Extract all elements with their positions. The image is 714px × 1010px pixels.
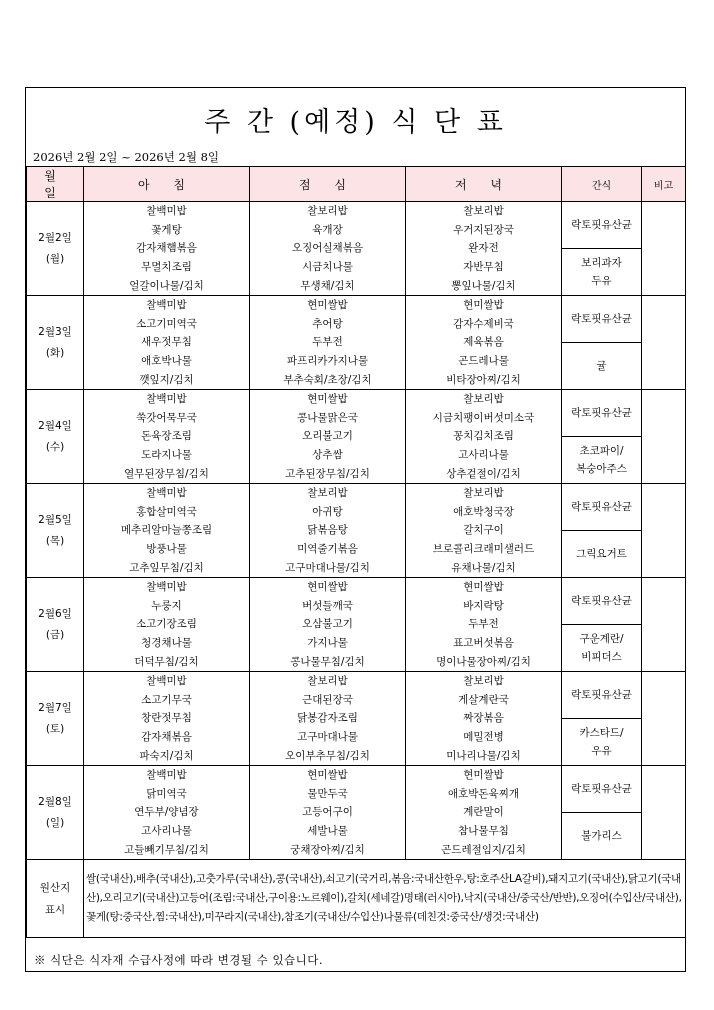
menu-item: 감자채볶음 — [141, 731, 192, 744]
day-row — [27, 202, 686, 249]
menu-item: 소고기미역국 — [136, 317, 197, 330]
day-date-cell — [27, 672, 84, 766]
snack-item: 복숭아주스 — [576, 463, 627, 475]
menu-item: 돈육장조림 — [141, 430, 192, 443]
menu-item: 열무된장무침/김치 — [124, 467, 209, 480]
menu-item: 소고기무국 — [141, 693, 192, 706]
menu-item: 누룽지 — [151, 599, 182, 612]
header-note: 비고 — [642, 167, 686, 202]
snack-probiotic: 락토핏유산균 — [562, 578, 642, 625]
menu-item: 꽃게탕 — [151, 223, 182, 236]
menu-item: 제육볶음 — [463, 336, 504, 349]
menu-item: 콩나물무침/김치 — [290, 655, 365, 668]
lunch-cell — [250, 202, 406, 296]
menu-item: 찰보리밥 — [307, 487, 348, 500]
menu-item: 현미쌀밥 — [307, 393, 348, 406]
menu-item: 닭볶음탕 — [307, 524, 348, 537]
dinner-menu — [406, 296, 561, 389]
note-cell — [642, 766, 686, 860]
lunch-menu — [250, 672, 405, 765]
origin-label-cell — [27, 860, 84, 938]
menu-item: 오리불고기 — [302, 430, 353, 443]
menu-item: 닭미역국 — [146, 787, 187, 800]
snack-item: 그릭요거트 — [576, 548, 627, 560]
dinner-menu — [406, 672, 561, 765]
menu-item: 시금치나물 — [302, 261, 353, 274]
header-row — [27, 167, 686, 202]
menu-item: 찰보리밥 — [463, 675, 504, 688]
snack-cell — [562, 343, 642, 390]
menu-item: 고사리나물 — [458, 449, 509, 462]
header-date: 월 일 — [27, 167, 84, 202]
snack-item: 우유 — [591, 745, 612, 757]
page-title: 주 간 (예정) 식 단 표 — [204, 107, 507, 138]
day-date-cell — [27, 202, 84, 296]
menu-item: 궁채장아찌/김치 — [290, 843, 365, 856]
menu-item: 곤드레나물 — [458, 355, 509, 368]
breakfast-cell — [84, 578, 250, 672]
menu-item: 추어탕 — [312, 317, 343, 330]
dinner-cell — [406, 578, 562, 672]
lunch-menu — [250, 484, 405, 577]
menu-item: 콩나물맑은국 — [297, 411, 358, 424]
breakfast-menu — [84, 672, 249, 765]
note-cell — [642, 202, 686, 296]
snack-item: 구운계란/ — [579, 633, 624, 645]
menu-item: 고등어구이 — [302, 806, 353, 819]
day-date: 2월8일 — [38, 795, 72, 808]
breakfast-menu — [84, 578, 249, 671]
snack-item: 비피더스 — [581, 651, 622, 663]
dinner-cell — [406, 202, 562, 296]
menu-item: 방풍나물 — [146, 543, 187, 556]
dinner-cell — [406, 766, 562, 860]
breakfast-cell — [84, 202, 250, 296]
day-weekday: (수) — [45, 440, 65, 453]
snack-cell — [562, 719, 642, 766]
menu-item: 감자수제비국 — [453, 317, 514, 330]
day-date-cell — [27, 484, 84, 578]
menu-item: 메밀전병 — [463, 731, 504, 744]
menu-item: 세발나물 — [307, 825, 348, 838]
snack-probiotic: 락토핏유산균 — [562, 766, 642, 813]
dinner-cell — [406, 484, 562, 578]
snack-cell — [562, 249, 642, 296]
menu-item: 무생채/김치 — [300, 279, 355, 292]
lunch-menu — [250, 202, 405, 295]
menu-item: 바지락탕 — [463, 599, 504, 612]
menu-item: 무멸치조림 — [141, 261, 192, 274]
lunch-cell — [250, 390, 406, 484]
day-weekday: (토) — [45, 722, 65, 735]
day-date: 2월6일 — [38, 607, 72, 620]
menu-item: 상추겉절이/김치 — [446, 467, 521, 480]
menu-item: 곤드레절임지/김치 — [441, 843, 526, 856]
menu-item: 더덕무침/김치 — [134, 655, 199, 668]
menu-item: 애호박돈육찌개 — [447, 787, 519, 800]
menu-item: 고들빼기무침/김치 — [124, 843, 209, 856]
header-lunch: 점 심 — [250, 167, 406, 202]
date-range: 2026년 2월 2일 ~ 2026년 2월 8일 — [33, 150, 220, 164]
menu-item: 파숙지/김치 — [139, 749, 194, 762]
day-date: 2월3일 — [38, 325, 72, 338]
day-weekday: (목) — [45, 534, 65, 547]
day-row — [27, 766, 686, 813]
lunch-menu — [250, 766, 405, 859]
menu-item: 현미쌀밥 — [463, 581, 504, 594]
snack-cell — [562, 531, 642, 578]
origin-label: 원산지 — [39, 881, 71, 894]
breakfast-menu — [84, 390, 249, 483]
menu-item: 찰백미밥 — [146, 393, 187, 406]
menu-item: 홍합살미역국 — [136, 505, 197, 518]
menu-item: 깻잎지/김치 — [139, 373, 194, 386]
snack-cell — [562, 437, 642, 484]
menu-item: 완자전 — [468, 242, 499, 255]
note-cell — [642, 484, 686, 578]
menu-item: 찰백미밥 — [146, 581, 187, 594]
menu-item: 찰백미밥 — [146, 299, 187, 312]
menu-item: 찰백미밥 — [146, 675, 187, 688]
menu-item: 닭봉감자조림 — [297, 712, 358, 725]
lunch-menu — [250, 296, 405, 389]
menu-item: 찰보리밥 — [463, 487, 504, 500]
menu-item: 버섯들깨국 — [302, 599, 353, 612]
dinner-menu — [406, 390, 561, 483]
day-weekday: (금) — [45, 628, 65, 641]
breakfast-cell — [84, 672, 250, 766]
menu-item: 고추잎무침/김치 — [129, 561, 204, 574]
menu-item: 현미쌀밥 — [463, 769, 504, 782]
lunch-menu — [250, 578, 405, 671]
menu-item: 유채나물/김치 — [451, 561, 516, 574]
menu-item: 메추리알마늘쫑조림 — [120, 524, 213, 537]
menu-item: 꽁치김치조림 — [453, 430, 514, 443]
snack-item: 두유 — [591, 275, 612, 287]
day-date: 2월4일 — [38, 419, 72, 432]
menu-item: 찰백미밥 — [146, 769, 187, 782]
menu-item: 가지나물 — [307, 637, 348, 650]
menu-item: 도라지나물 — [141, 449, 192, 462]
menu-item: 찰보리밥 — [307, 205, 348, 218]
menu-item: 애호박나물 — [141, 355, 192, 368]
menu-item: 우거지된장국 — [453, 223, 514, 236]
menu-item: 브로콜리크래미샐러드 — [432, 543, 535, 556]
dinner-menu — [406, 578, 561, 671]
dinner-menu — [406, 766, 561, 859]
menu-item: 오삼불고기 — [302, 618, 353, 631]
menu-item: 찰백미밥 — [146, 487, 187, 500]
day-weekday: (화) — [45, 346, 65, 359]
menu-item: 청경채나물 — [141, 637, 192, 650]
lunch-cell — [250, 484, 406, 578]
breakfast-menu — [84, 766, 249, 859]
breakfast-menu — [84, 296, 249, 389]
menu-item: 두부전 — [312, 336, 343, 349]
menu-item: 짜장볶음 — [463, 712, 504, 725]
menu-item: 아귀탕 — [312, 505, 343, 518]
lunch-cell — [250, 296, 406, 390]
menu-item: 현미쌀밥 — [463, 299, 504, 312]
menu-item: 창란젓무침 — [141, 712, 192, 725]
note-cell — [642, 390, 686, 484]
menu-item: 현미쌀밥 — [307, 769, 348, 782]
snack-item: 카스타드/ — [579, 727, 624, 739]
day-date-cell — [27, 766, 84, 860]
dinner-cell — [406, 296, 562, 390]
day-date: 2월2일 — [38, 231, 72, 244]
origin-row — [27, 860, 686, 938]
menu-item: 쑥갓어묵무국 — [136, 411, 197, 424]
breakfast-cell — [84, 766, 250, 860]
lunch-cell — [250, 578, 406, 672]
lunch-menu — [250, 390, 405, 483]
menu-item: 파프리카가지나물 — [286, 355, 369, 368]
menu-item: 게살계란국 — [458, 693, 509, 706]
header-snack: 간식 — [562, 167, 642, 202]
lunch-cell — [250, 766, 406, 860]
menu-item: 고사리나물 — [141, 825, 192, 838]
menu-item: 얼갈이나물/김치 — [129, 279, 204, 292]
menu-item: 표고버섯볶음 — [453, 637, 514, 650]
header-dinner: 저 녁 — [406, 167, 562, 202]
menu-item: 애호박청국장 — [453, 505, 514, 518]
origin-label-2: 표시 — [44, 903, 66, 916]
menu-item: 현미쌀밥 — [307, 299, 348, 312]
snack-probiotic: 락토핏유산균 — [562, 390, 642, 437]
day-weekday: (월) — [45, 252, 65, 265]
breakfast-menu — [84, 484, 249, 577]
day-date-cell — [27, 578, 84, 672]
menu-item: 새우젓무침 — [141, 336, 192, 349]
menu-document — [25, 87, 686, 972]
menu-item: 상추쌈 — [312, 449, 343, 462]
snack-probiotic: 락토핏유산균 — [562, 484, 642, 531]
day-date-cell — [27, 390, 84, 484]
snack-item: 초코파이/ — [579, 445, 624, 457]
day-row — [27, 390, 686, 437]
menu-item: 근대된장국 — [302, 693, 353, 706]
menu-item: 미나리나물/김치 — [446, 749, 521, 762]
snack-probiotic: 락토핏유산균 — [562, 296, 642, 343]
day-row — [27, 484, 686, 531]
snack-item: 보리과자 — [581, 257, 622, 269]
menu-item: 찰보리밥 — [463, 205, 504, 218]
menu-item: 비타장아찌/김치 — [446, 373, 521, 386]
menu-item: 연두부/양념장 — [134, 806, 199, 819]
menu-item: 고구마대나물 — [297, 731, 358, 744]
menu-item: 감자채햄볶음 — [136, 242, 197, 255]
snack-cell — [562, 813, 642, 860]
day-date-cell — [27, 296, 84, 390]
menu-item: 오이부추무침/김치 — [285, 749, 370, 762]
note-cell — [642, 296, 686, 390]
snack-item: 불가리스 — [581, 830, 622, 842]
change-notice: ※ 식단은 식자재 수급사정에 따라 변경될 수 있습니다. — [34, 953, 324, 967]
menu-item: 자반무침 — [463, 261, 504, 274]
menu-item: 물만두국 — [307, 787, 348, 800]
menu-item: 소고기장조림 — [136, 618, 197, 631]
header-breakfast: 아 침 — [84, 167, 250, 202]
menu-item: 시금치팽이버섯미소국 — [432, 411, 535, 424]
menu-item: 육개장 — [312, 223, 343, 236]
menu-item: 현미쌀밥 — [307, 581, 348, 594]
menu-item: 오징어실채볶음 — [291, 242, 363, 255]
menu-item: 뽕잎나물/김치 — [451, 279, 516, 292]
day-row — [27, 672, 686, 719]
menu-item: 부추숙회/초장/김치 — [283, 373, 372, 386]
day-date: 2월5일 — [38, 513, 72, 526]
dinner-menu — [406, 484, 561, 577]
menu-item: 고구마대나물/김치 — [285, 561, 370, 574]
menu-item: 찰백미밥 — [146, 205, 187, 218]
dinner-cell — [406, 390, 562, 484]
menu-item: 갈치구이 — [463, 524, 504, 537]
menu-item: 고추된장무침/김치 — [285, 467, 370, 480]
day-date: 2월7일 — [38, 701, 72, 714]
menu-item: 찰보리밥 — [307, 675, 348, 688]
snack-cell — [562, 625, 642, 672]
breakfast-cell — [84, 484, 250, 578]
day-row — [27, 578, 686, 625]
snack-probiotic: 락토핏유산균 — [562, 202, 642, 249]
menu-item: 명이나물장아찌/김치 — [436, 655, 531, 668]
breakfast-menu — [84, 202, 249, 295]
note-cell — [642, 578, 686, 672]
menu-item: 참나물무침 — [458, 825, 509, 838]
dinner-menu — [406, 202, 561, 295]
snack-probiotic: 락토핏유산균 — [562, 672, 642, 719]
lunch-cell — [250, 672, 406, 766]
menu-item: 미역줄기볶음 — [297, 543, 358, 556]
note-cell — [642, 672, 686, 766]
breakfast-cell — [84, 390, 250, 484]
dinner-cell — [406, 672, 562, 766]
menu-item: 두부전 — [468, 618, 499, 631]
menu-item: 계란말이 — [463, 806, 504, 819]
breakfast-cell — [84, 296, 250, 390]
day-row — [27, 296, 686, 343]
origin-text: 쌀(국내산),배추(국내산),고춧가루(국내산),콩(국내산),쇠고기(국거리,볶음:국내산한우,탕:호주산LA갈비),돼지고기(국내산),닭고기(국내산),오리고기(국내산)고등어(조림:국내산,구이용:노르웨이),갈치(세네갈)명태(러시아),낙지(국내산/중국산/반반),오징어(수입산/국내산),꽃게(탕:중국산,찜:국내산),미꾸라지(국내산),참조기(국내산/수입산)나물류(데친것:중국산/생것:국내산) — [84, 860, 686, 938]
menu-item: 찰보리밥 — [463, 393, 504, 406]
menu-table — [26, 166, 686, 938]
day-weekday: (일) — [45, 816, 65, 829]
snack-item: 귤 — [596, 360, 607, 372]
